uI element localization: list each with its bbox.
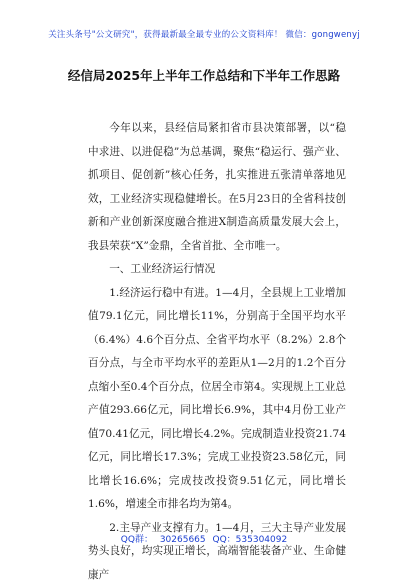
paragraph-economic-operation: 1.经济运行稳中有进。1—4月，全县规上工业增加值79.1亿元，同比增长11%，分别高于全国平均水平（6.4%）4.6个百分点、全省平均水平（8.2%）2.8个百分点，与全市平均水平的差距从1—2月的1.2个百分点缩小至0.4个百分点，位居全市第4。实现规上工业总产值293.66亿元，同比增长6.9%，其中4月份工业产值70.41亿元，同比增长4.2%。完成制造业投资21.74亿元，同比增长17.3%；完成工业投资23.58亿元，同比增长16.6%；完成技改投资9.51亿元，同比增长1.6%，增速全市排名均为第4。 (88, 282, 346, 517)
document-title: 经信局2025年上半年工作总结和下半年工作思路 (0, 66, 408, 84)
document-body (88, 117, 346, 587)
paragraph-intro: 今年以来，县经信局紧扣省市县决策部署，以“稳中求进、以进促稳”为总基调，聚焦“稳运行、强产业、抓项目、促创新”核心任务，扎实推进五张清单落地见效，工业经济实现稳健增长。在5月23日的全省科技创新和产业创新深度融合推进X制造高质量发展大会上，我县荣获“X”金鼎，全省首批、全市唯一。 (88, 117, 346, 258)
footer-contact: QQ群： 30265665 QQ：535304092 (0, 532, 408, 545)
header-note: 关注头条号"公文研究"，获得最新最全最专业的公文资料库！ 微信：gongwenyj (0, 28, 408, 40)
paragraph-leading-industries: 2.主导产业支撑有力。1—4月，三大主导产业发展势头良好，均实现正增长，高端智能装备产业、生命健康产 (88, 517, 346, 587)
section-heading: 一、工业经济运行情况 (88, 258, 346, 282)
